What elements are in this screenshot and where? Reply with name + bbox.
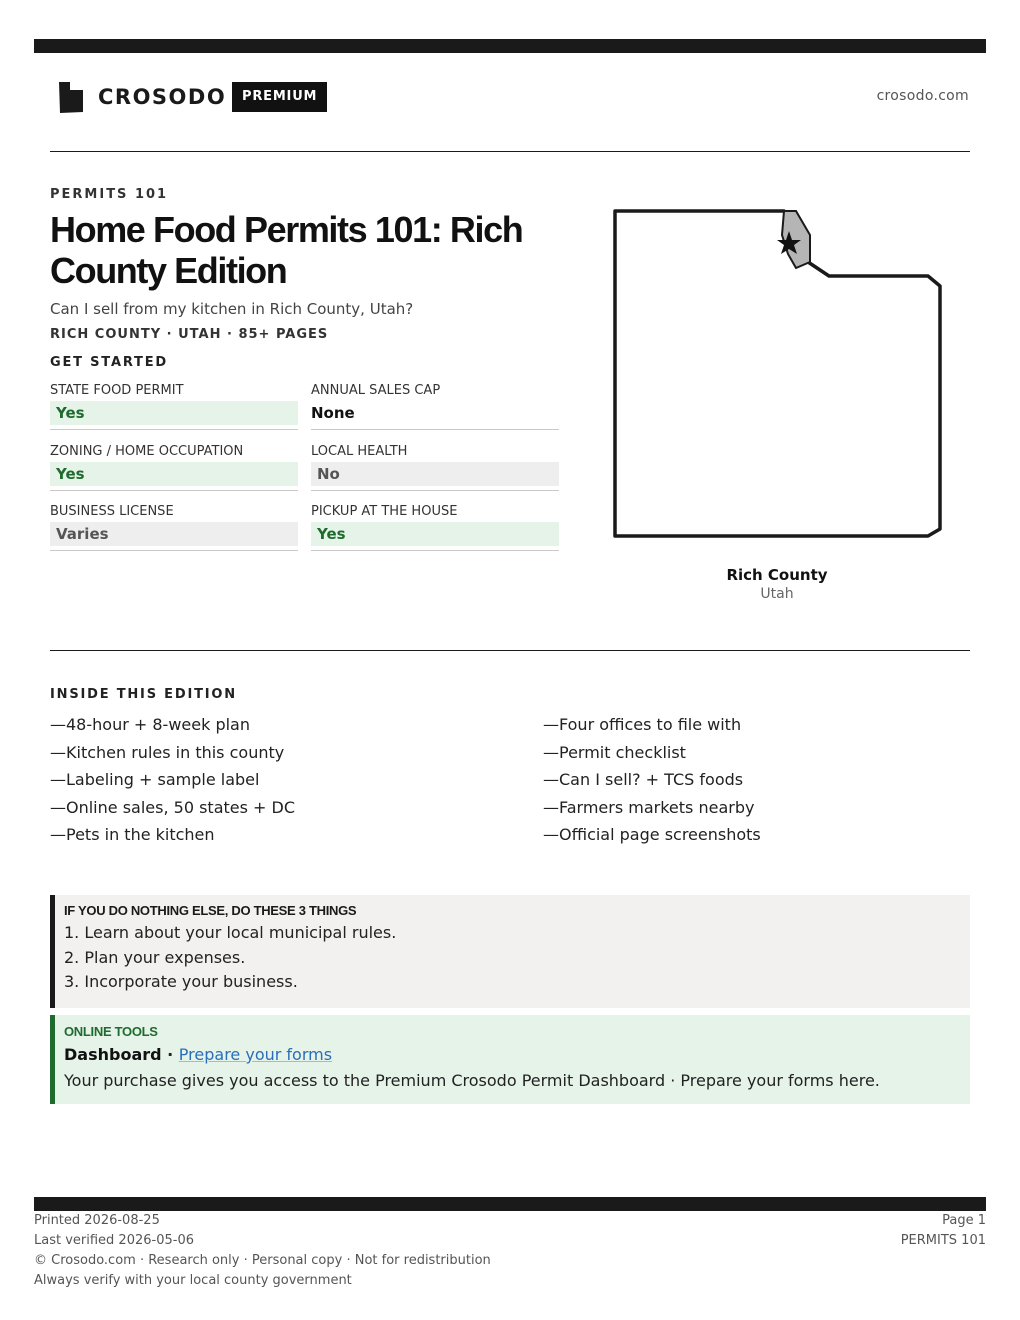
three-things-callout xyxy=(50,895,970,1008)
inside-heading: INSIDE THIS EDITION xyxy=(50,687,237,702)
utah-logo-icon xyxy=(57,80,85,114)
online-tools-callout xyxy=(50,1015,970,1104)
status-cell-local-health xyxy=(311,444,559,491)
cell-divider xyxy=(50,550,298,551)
list-item: —Kitchen rules in this county xyxy=(50,742,285,762)
cell-value: None xyxy=(311,404,355,422)
cell-divider xyxy=(311,550,559,551)
list-item: —Can I sell? + TCS foods xyxy=(543,770,744,789)
site-url[interactable]: crosodo.com xyxy=(876,88,969,104)
cell-value: Yes xyxy=(50,401,298,425)
kicker: PERMITS 101 xyxy=(50,187,169,202)
list-item: —Official page screenshots xyxy=(543,825,761,844)
callout-item: 2. Plan your expenses. xyxy=(64,947,246,967)
cell-label: PICKUP AT THE HOUSE xyxy=(311,504,458,519)
dashboard-separator: · xyxy=(161,1045,179,1064)
county-map xyxy=(608,205,948,545)
list-item: —48-hour + 8-week plan xyxy=(50,715,250,734)
cell-divider xyxy=(311,429,559,430)
status-cell-pickup xyxy=(311,504,559,551)
header-divider xyxy=(50,151,970,152)
contents-list-left xyxy=(50,715,295,853)
cell-value: No xyxy=(311,462,559,486)
brand-name: CROSODO xyxy=(98,85,227,109)
online-tools-description: Your purchase gives you access to the Premium Crosodo Permit Dashboard · Prepare your forms here. xyxy=(64,1071,880,1090)
cell-label: BUSINESS LICENSE xyxy=(50,504,174,519)
premium-badge: PREMIUM xyxy=(232,82,327,112)
callout-item: 3. Incorporate your business. xyxy=(64,972,298,991)
prepare-forms-link[interactable]: Prepare your forms xyxy=(178,1045,333,1064)
cell-value: Yes xyxy=(50,462,298,486)
page-title: Home Food Permits 101: Rich County Edition xyxy=(50,209,523,291)
brand-logo[interactable] xyxy=(57,80,226,114)
cell-divider xyxy=(311,490,559,491)
callout-heading: IF YOU DO NOTHING ELSE, DO THESE 3 THINGS xyxy=(64,903,357,918)
verify-disclaimer: Always verify with your local county government xyxy=(34,1273,352,1288)
status-cell-annual-sales-cap xyxy=(311,383,559,430)
footer-bar xyxy=(34,1197,986,1211)
status-cell-business-license xyxy=(50,504,298,551)
dashboard-line xyxy=(64,1045,970,1071)
list-item: —Online sales, 50 states + DC xyxy=(50,797,296,817)
callout-item: 1. Learn about your local municipal rules. xyxy=(64,923,397,942)
page-meta: RICH COUNTY · UTAH · 85+ PAGES xyxy=(50,327,329,342)
map-caption-state: Utah xyxy=(760,586,794,602)
status-cell-state-food-permit xyxy=(50,383,298,430)
page-subtitle: Can I sell from my kitchen in Rich County, Utah? xyxy=(50,300,414,318)
list-item: —Four offices to file with xyxy=(543,715,742,734)
online-tools-heading: ONLINE TOOLS xyxy=(64,1024,158,1039)
contents-list-right xyxy=(543,715,761,853)
section-divider xyxy=(50,650,970,651)
map-caption-county: Rich County xyxy=(726,566,828,584)
list-item: —Pets in the kitchen xyxy=(50,825,215,844)
get-started-heading: GET STARTED xyxy=(50,355,168,370)
cell-divider xyxy=(50,429,298,430)
list-item: —Farmers markets nearby xyxy=(543,797,755,817)
cell-value: Yes xyxy=(311,522,559,546)
cell-label: ZONING / HOME OCCUPATION xyxy=(50,444,244,459)
list-item: —Permit checklist xyxy=(543,742,686,762)
cell-value: Varies xyxy=(50,522,298,546)
cell-divider xyxy=(50,490,298,491)
cell-label: STATE FOOD PERMIT xyxy=(50,383,184,398)
cell-label: LOCAL HEALTH xyxy=(311,444,408,459)
copyright-notice: © Crosodo.com · Research only · Personal copy · Not for redistribution xyxy=(34,1253,491,1268)
page-number: Page 1 xyxy=(942,1213,986,1228)
printed-date: Printed 2026-08-25 xyxy=(34,1213,160,1228)
footer-section: PERMITS 101 xyxy=(900,1233,986,1248)
county-outline xyxy=(615,211,940,536)
verified-date: Last verified 2026-05-06 xyxy=(34,1233,194,1248)
status-cell-zoning xyxy=(50,444,298,491)
list-item: —Labeling + sample label xyxy=(50,770,260,789)
cell-label: ANNUAL SALES CAP xyxy=(311,383,441,398)
top-bar xyxy=(34,39,986,53)
dashboard-label: Dashboard xyxy=(64,1045,162,1064)
